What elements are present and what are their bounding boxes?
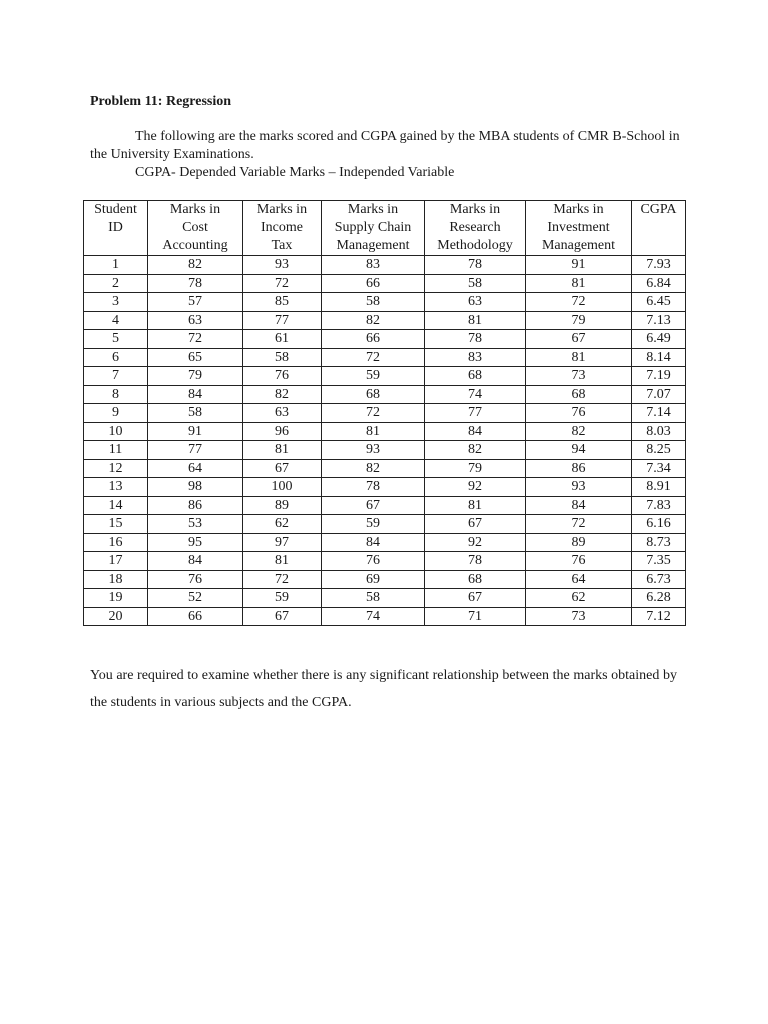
table-cell: 83 bbox=[425, 348, 526, 367]
table-cell: 6.84 bbox=[632, 274, 686, 293]
table-cell: 83 bbox=[322, 256, 425, 275]
table-cell: 66 bbox=[148, 607, 243, 626]
table-cell: 79 bbox=[425, 459, 526, 478]
table-row bbox=[84, 570, 686, 589]
intro-text: The following are the marks scored and CGPA gained by the MBA students of CMR B-School in the University Examinations. bbox=[90, 129, 680, 162]
table-cell: 91 bbox=[526, 256, 632, 275]
table-cell: 3 bbox=[84, 293, 148, 312]
table-cell: 72 bbox=[148, 330, 243, 349]
table-cell: 58 bbox=[322, 589, 425, 608]
table-cell: 63 bbox=[425, 293, 526, 312]
table-row bbox=[84, 274, 686, 293]
table-cell: 8.03 bbox=[632, 422, 686, 441]
header-line: Marks in bbox=[256, 202, 308, 217]
table-cell: 81 bbox=[322, 422, 425, 441]
marks-table bbox=[83, 200, 686, 626]
header-line: Marks in bbox=[553, 202, 604, 217]
table-cell: 96 bbox=[243, 422, 322, 441]
table-cell: 72 bbox=[322, 404, 425, 423]
table-cell: 78 bbox=[322, 478, 425, 497]
table-cell: 7.19 bbox=[632, 367, 686, 386]
table-cell: 68 bbox=[526, 385, 632, 404]
table-cell: 68 bbox=[425, 570, 526, 589]
table-cell: 57 bbox=[148, 293, 243, 312]
table-cell: 67 bbox=[425, 589, 526, 608]
table-cell: 72 bbox=[243, 274, 322, 293]
table-cell: 7.34 bbox=[632, 459, 686, 478]
table-cell: 6.49 bbox=[632, 330, 686, 349]
table-cell: 61 bbox=[243, 330, 322, 349]
table-cell: 58 bbox=[425, 274, 526, 293]
table-cell: 97 bbox=[243, 533, 322, 552]
table-cell: 7.12 bbox=[632, 607, 686, 626]
table-cell: 59 bbox=[243, 589, 322, 608]
table-cell: 7.83 bbox=[632, 496, 686, 515]
table-cell: 8.91 bbox=[632, 478, 686, 497]
table-cell: 93 bbox=[322, 441, 425, 460]
table-row bbox=[84, 552, 686, 571]
header-line: Accounting bbox=[162, 238, 228, 253]
table-cell: 58 bbox=[322, 293, 425, 312]
table-cell: 63 bbox=[243, 404, 322, 423]
table-cell: 52 bbox=[148, 589, 243, 608]
table-cell: 93 bbox=[243, 256, 322, 275]
header-line: Management bbox=[541, 238, 616, 253]
header-line: Management bbox=[336, 238, 410, 253]
header-line: Tax bbox=[271, 238, 293, 253]
table-cell: 82 bbox=[322, 459, 425, 478]
problem-title: Problem 11: Regression bbox=[90, 94, 232, 109]
table-cell: 18 bbox=[84, 570, 148, 589]
table-cell: 89 bbox=[243, 496, 322, 515]
table-cell: 76 bbox=[148, 570, 243, 589]
header-line: Supply Chain bbox=[334, 220, 412, 235]
table-cell: 81 bbox=[425, 496, 526, 515]
header-line: Cost bbox=[182, 220, 208, 235]
table-cell: 77 bbox=[243, 311, 322, 330]
variables-text: CGPA- Depended Variable Marks – Independed Variable bbox=[135, 165, 455, 180]
table-row bbox=[84, 293, 686, 312]
table-cell: 7.14 bbox=[632, 404, 686, 423]
table-cell: 84 bbox=[148, 552, 243, 571]
table-cell: 74 bbox=[425, 385, 526, 404]
header-line: Income bbox=[261, 220, 303, 235]
table-cell: 72 bbox=[322, 348, 425, 367]
table-cell: 76 bbox=[526, 404, 632, 423]
table-cell: 82 bbox=[243, 385, 322, 404]
table-cell: 62 bbox=[243, 515, 322, 534]
table-cell: 100 bbox=[243, 478, 322, 497]
table-cell: 16 bbox=[84, 533, 148, 552]
table-cell: 64 bbox=[148, 459, 243, 478]
table-cell: 20 bbox=[84, 607, 148, 626]
table-cell: 68 bbox=[425, 367, 526, 386]
table-row bbox=[84, 348, 686, 367]
table-cell: 63 bbox=[148, 311, 243, 330]
table-row bbox=[84, 607, 686, 626]
conclusion-text: You are required to examine whether there is any significant relationship between the marks obtained by the students in various subjects and the CGPA. bbox=[90, 668, 677, 710]
table-row bbox=[84, 330, 686, 349]
table-cell: 73 bbox=[526, 367, 632, 386]
table-cell: 79 bbox=[526, 311, 632, 330]
table-cell: 7.13 bbox=[632, 311, 686, 330]
table-cell: 82 bbox=[322, 311, 425, 330]
header-income-tax bbox=[243, 201, 322, 256]
table-cell: 73 bbox=[526, 607, 632, 626]
table-cell: 91 bbox=[148, 422, 243, 441]
table-cell: 72 bbox=[526, 515, 632, 534]
table-cell: 81 bbox=[243, 552, 322, 571]
table-cell: 98 bbox=[148, 478, 243, 497]
table-cell: 58 bbox=[148, 404, 243, 423]
table-row bbox=[84, 385, 686, 404]
table-cell: 84 bbox=[526, 496, 632, 515]
header-line: Marks in bbox=[169, 202, 221, 217]
table-cell: 89 bbox=[526, 533, 632, 552]
header-row bbox=[84, 201, 686, 256]
table-cell: 78 bbox=[425, 330, 526, 349]
table-cell: 76 bbox=[243, 367, 322, 386]
table-cell: 67 bbox=[526, 330, 632, 349]
table-cell: 81 bbox=[526, 348, 632, 367]
table-row bbox=[84, 311, 686, 330]
table-cell: 85 bbox=[243, 293, 322, 312]
table-cell: 6.28 bbox=[632, 589, 686, 608]
table-row bbox=[84, 367, 686, 386]
table-row bbox=[84, 589, 686, 608]
table-cell: 66 bbox=[322, 330, 425, 349]
table-cell: 81 bbox=[425, 311, 526, 330]
table-cell: 4 bbox=[84, 311, 148, 330]
table-cell: 95 bbox=[148, 533, 243, 552]
table-row bbox=[84, 459, 686, 478]
table-cell: 10 bbox=[84, 422, 148, 441]
table-cell: 66 bbox=[322, 274, 425, 293]
table-cell: 8.73 bbox=[632, 533, 686, 552]
header-supply-chain bbox=[322, 201, 425, 256]
table-cell: 67 bbox=[322, 496, 425, 515]
table-cell: 8.25 bbox=[632, 441, 686, 460]
table-cell: 71 bbox=[425, 607, 526, 626]
table-cell: 76 bbox=[322, 552, 425, 571]
table-cell: 7 bbox=[84, 367, 148, 386]
table-cell: 81 bbox=[526, 274, 632, 293]
table-cell: 67 bbox=[243, 459, 322, 478]
table-cell: 92 bbox=[425, 533, 526, 552]
table-cell: 19 bbox=[84, 589, 148, 608]
table-cell: 62 bbox=[526, 589, 632, 608]
table-cell: 5 bbox=[84, 330, 148, 349]
table-cell: 1 bbox=[84, 256, 148, 275]
table-cell: 14 bbox=[84, 496, 148, 515]
table-cell: 94 bbox=[526, 441, 632, 460]
table-cell: 92 bbox=[425, 478, 526, 497]
header-line: ID bbox=[108, 220, 123, 235]
table-cell: 65 bbox=[148, 348, 243, 367]
table-cell: 2 bbox=[84, 274, 148, 293]
table-cell: 6.16 bbox=[632, 515, 686, 534]
table-cell: 72 bbox=[526, 293, 632, 312]
table-cell: 69 bbox=[322, 570, 425, 589]
table-cell: 8.14 bbox=[632, 348, 686, 367]
table-cell: 84 bbox=[322, 533, 425, 552]
table-cell: 78 bbox=[425, 256, 526, 275]
table-cell: 58 bbox=[243, 348, 322, 367]
header-line: Investment bbox=[547, 220, 610, 235]
header-line: Marks in bbox=[449, 202, 501, 217]
table-body bbox=[84, 256, 686, 626]
table-row bbox=[84, 496, 686, 515]
table-cell: 15 bbox=[84, 515, 148, 534]
header-line: Research bbox=[449, 220, 501, 235]
header-line: Methodology bbox=[437, 238, 513, 253]
header-cost-accounting bbox=[148, 201, 243, 256]
table-cell: 93 bbox=[526, 478, 632, 497]
header-student-id bbox=[84, 201, 148, 256]
table-cell: 78 bbox=[425, 552, 526, 571]
table-cell: 77 bbox=[148, 441, 243, 460]
table-cell: 6.45 bbox=[632, 293, 686, 312]
table-cell: 9 bbox=[84, 404, 148, 423]
table-cell: 59 bbox=[322, 367, 425, 386]
table-cell: 67 bbox=[425, 515, 526, 534]
table-cell: 59 bbox=[322, 515, 425, 534]
table-cell: 6.73 bbox=[632, 570, 686, 589]
table-cell: 67 bbox=[243, 607, 322, 626]
table-cell: 7.93 bbox=[632, 256, 686, 275]
table-cell: 13 bbox=[84, 478, 148, 497]
problem-intro bbox=[90, 128, 680, 182]
table-header bbox=[84, 201, 686, 256]
table-cell: 84 bbox=[148, 385, 243, 404]
table-cell: 79 bbox=[148, 367, 243, 386]
table-cell: 82 bbox=[148, 256, 243, 275]
table-cell: 78 bbox=[148, 274, 243, 293]
header-line: CGPA bbox=[640, 202, 677, 217]
table-row bbox=[84, 441, 686, 460]
table-cell: 12 bbox=[84, 459, 148, 478]
table-cell: 53 bbox=[148, 515, 243, 534]
table-row bbox=[84, 533, 686, 552]
table-row bbox=[84, 256, 686, 275]
header-cgpa bbox=[632, 201, 686, 256]
table-cell: 72 bbox=[243, 570, 322, 589]
table-cell: 77 bbox=[425, 404, 526, 423]
table-cell: 76 bbox=[526, 552, 632, 571]
table-cell: 68 bbox=[322, 385, 425, 404]
header-research-methodology bbox=[425, 201, 526, 256]
table-cell: 11 bbox=[84, 441, 148, 460]
table-cell: 84 bbox=[425, 422, 526, 441]
table-cell: 8 bbox=[84, 385, 148, 404]
table-cell: 82 bbox=[526, 422, 632, 441]
table-row bbox=[84, 422, 686, 441]
table-row bbox=[84, 478, 686, 497]
table-row bbox=[84, 515, 686, 534]
table-cell: 7.07 bbox=[632, 385, 686, 404]
table-cell: 86 bbox=[148, 496, 243, 515]
header-line: Marks in bbox=[347, 202, 399, 217]
table-cell: 7.35 bbox=[632, 552, 686, 571]
table-cell: 86 bbox=[526, 459, 632, 478]
table-cell: 74 bbox=[322, 607, 425, 626]
table-cell: 81 bbox=[243, 441, 322, 460]
header-investment-management bbox=[526, 201, 632, 256]
header-line: Student bbox=[94, 202, 137, 217]
table-cell: 17 bbox=[84, 552, 148, 571]
table-row bbox=[84, 404, 686, 423]
table-cell: 6 bbox=[84, 348, 148, 367]
table-cell: 64 bbox=[526, 570, 632, 589]
table-cell: 82 bbox=[425, 441, 526, 460]
